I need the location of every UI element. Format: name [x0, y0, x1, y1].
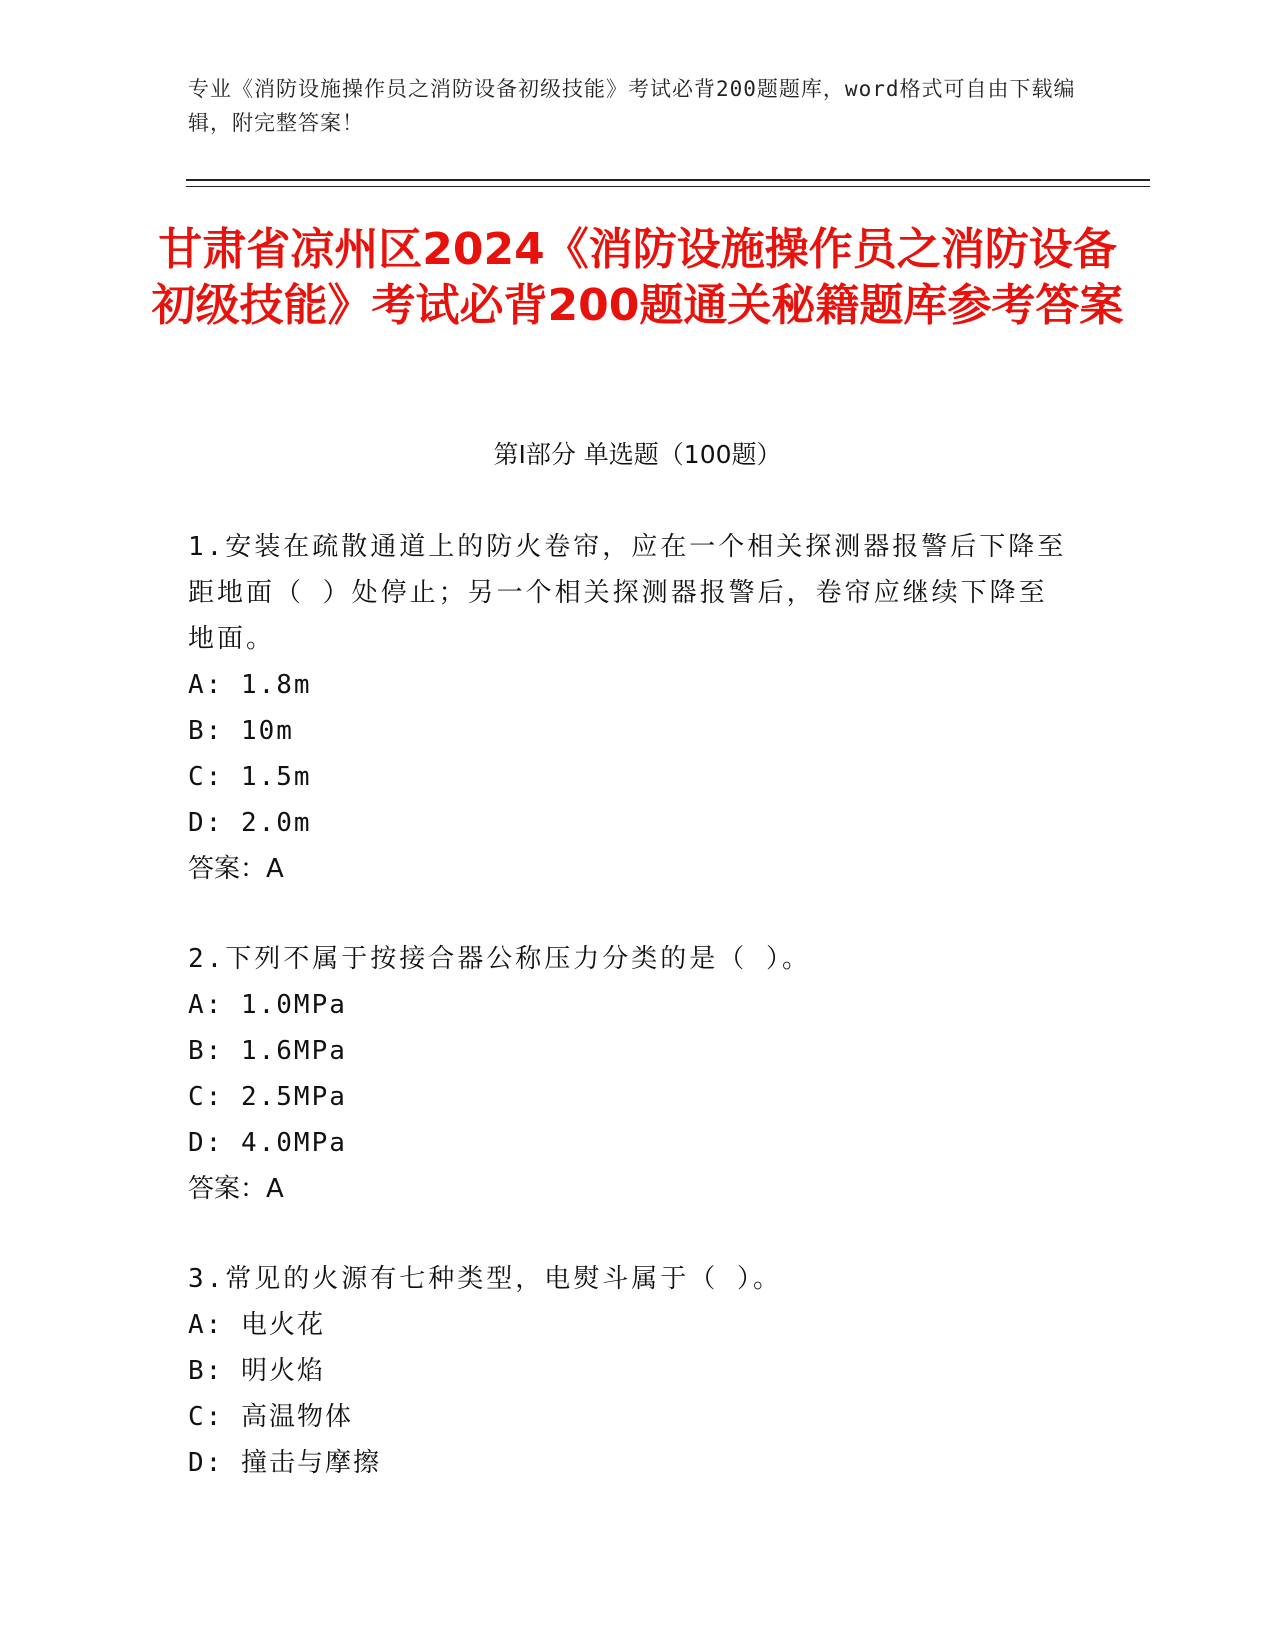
option-a: A: 1.0MPa — [188, 990, 347, 1020]
question-1 — [188, 524, 1068, 892]
header-rule-thin — [186, 186, 1150, 187]
option-d: D: 2.0m — [188, 808, 312, 838]
option-b: B: 10m — [188, 716, 294, 746]
option-b: B: 明火焰 — [188, 1356, 325, 1386]
option-c: C: 高温物体 — [188, 1402, 353, 1432]
option-c: C: 2.5MPa — [188, 1082, 347, 1112]
question-stem: 3.常见的火源有七种类型，电熨斗属于（ ）。 — [188, 1264, 782, 1294]
answer-line: 答案：A — [188, 854, 284, 884]
question-stem: 1.安装在疏散通道上的防火卷帘，应在一个相关探测器报警后下降至距地面（ ）处停止；另一个相关探测器报警后，卷帘应继续下降至地面。 — [188, 532, 1067, 654]
option-d: D: 撞击与摩擦 — [188, 1448, 381, 1478]
section-heading: 第Ⅰ部分 单选题（100题） — [493, 440, 782, 469]
question-stem: 2.下列不属于按接合器公称压力分类的是（ ）。 — [188, 944, 811, 974]
option-a: A: 1.8m — [188, 670, 312, 700]
answer-line: 答案：A — [188, 1174, 284, 1204]
header-rule-thick — [186, 179, 1150, 181]
option-d: D: 4.0MPa — [188, 1128, 347, 1158]
question-3 — [188, 1256, 1068, 1486]
question-list — [188, 524, 1068, 1530]
option-a: A: 电火花 — [188, 1310, 325, 1340]
option-c: C: 1.5m — [188, 762, 312, 792]
option-b: B: 1.6MPa — [188, 1036, 347, 1066]
document-title: 甘肃省凉州区2024《消防设施操作员之消防设备初级技能》考试必背200题通关秘籍题库参考答案 — [151, 224, 1124, 331]
header-note: 专业《消防设施操作员之消防设备初级技能》考试必背200题题库，word格式可自由下载编辑，附完整答案！ — [188, 77, 1076, 135]
question-2 — [188, 936, 1068, 1212]
